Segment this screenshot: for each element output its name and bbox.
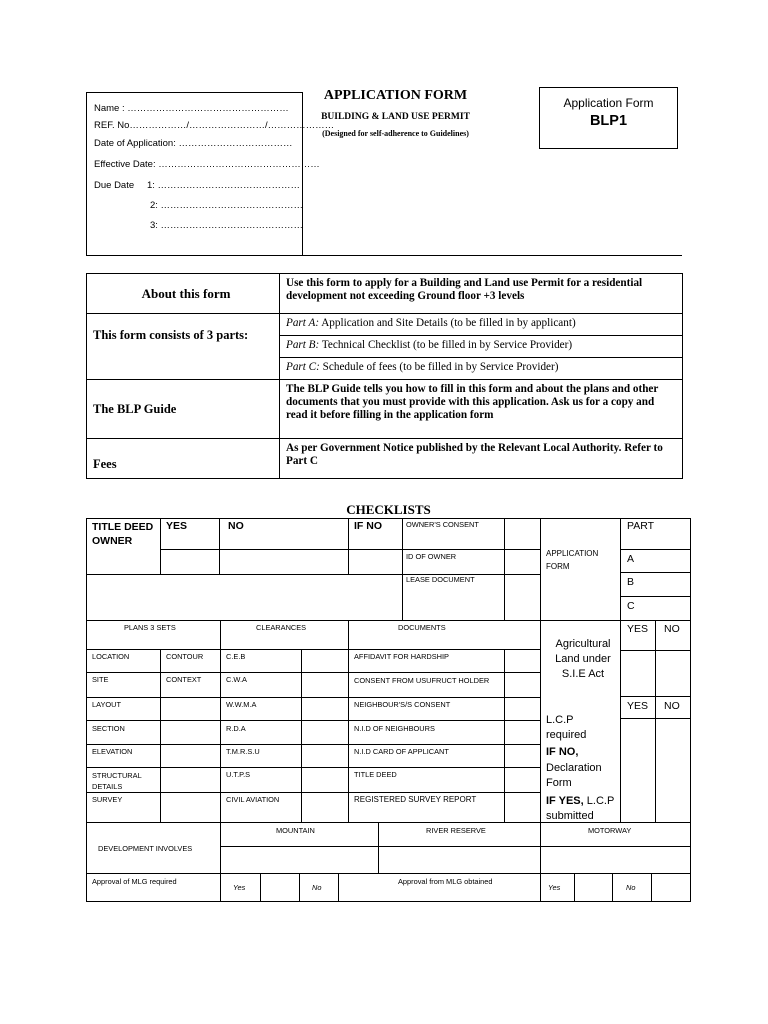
form-note: (Designed for self-adherence to Guidelines) bbox=[322, 129, 469, 138]
blp-guide-text: The BLP Guide tells you how to fill in this form and about the plans and other documents that you must provide with this application. Ask us for a copy and read it before filling in the application form bbox=[280, 380, 683, 439]
nid-neighbours-label: N.I.D OF NEIGHBOURS bbox=[354, 724, 435, 733]
fees-text: As per Government Notice published by the Relevant Local Authority. Refer to Part C bbox=[280, 439, 683, 479]
owners-consent-label: OWNER'S CONSENT bbox=[406, 520, 479, 529]
due-date-1-field[interactable]: 1: ……………………………………… bbox=[147, 180, 301, 191]
contour-label: CONTOUR bbox=[166, 652, 204, 661]
id-of-owner-label: ID OF OWNER bbox=[406, 552, 457, 561]
context-label: CONTEXT bbox=[166, 675, 202, 684]
part-c-label: C bbox=[627, 600, 635, 612]
lcp-required-label: L.C.P required bbox=[546, 714, 587, 741]
motorway-header: MOTORWAY bbox=[588, 826, 632, 835]
part-header: PART bbox=[627, 520, 655, 532]
reference-box bbox=[86, 92, 335, 256]
clearances-header: CLEARANCES bbox=[256, 623, 307, 632]
name-field[interactable]: Name : …………………………………………… bbox=[94, 103, 289, 114]
agricultural-land-label: Agricultural Land under S.I.E Act bbox=[555, 638, 611, 680]
fees-label: Fees bbox=[87, 439, 280, 479]
yes-header-2: YES bbox=[627, 623, 649, 635]
consent-usufruct-label: CONSENT FROM USUFRUCT HOLDER bbox=[354, 676, 490, 685]
wwma-label: W.W.M.A bbox=[226, 700, 257, 709]
no-header: NO bbox=[228, 520, 244, 532]
date-of-application-field[interactable]: Date of Application: ……………………………… bbox=[94, 138, 293, 149]
utps-label: U.T.P.S bbox=[226, 770, 251, 779]
ref-no-field[interactable]: REF. No………………/……………………/………………… bbox=[94, 120, 335, 131]
nid-applicant-label: N.I.D CARD OF APPLICANT bbox=[354, 747, 449, 756]
part-b-label: B bbox=[627, 576, 635, 588]
title-deed-owner-label: TITLE DEED OWNER bbox=[92, 521, 154, 547]
no-header-3: NO bbox=[664, 700, 680, 712]
no-header-2: NO bbox=[664, 623, 680, 635]
about-table bbox=[86, 273, 683, 479]
if-yes-lcp-label: IF YES, L.C.P submitted bbox=[546, 795, 615, 822]
tmrsu-label: T.M.R.S.U bbox=[226, 747, 260, 756]
due-date-3-field[interactable]: 3: ……………………………………… bbox=[150, 220, 304, 231]
cwa-label: C.W.A bbox=[226, 675, 247, 684]
checklists-heading: CHECKLISTS bbox=[346, 502, 431, 517]
yes-header-3: YES bbox=[627, 700, 649, 712]
header-divider bbox=[303, 255, 682, 256]
form-title: APPLICATION FORM bbox=[323, 88, 468, 103]
title-deed-label: TITLE DEED bbox=[354, 770, 397, 779]
structural-details-label: STRUCTURAL DETAILS bbox=[92, 771, 142, 791]
yes-option-2[interactable]: Yes bbox=[548, 883, 561, 892]
rda-label: R.D.A bbox=[226, 724, 246, 733]
elevation-label: ELEVATION bbox=[92, 747, 133, 756]
neighbours-consent-label: NEIGHBOUR'S/S CONSENT bbox=[354, 700, 451, 709]
location-label: LOCATION bbox=[92, 652, 130, 661]
registered-survey-label: REGISTERED SURVEY REPORT bbox=[354, 795, 477, 804]
river-reserve-header: RIVER RESERVE bbox=[426, 826, 486, 835]
lease-document-label: LEASE DOCUMENT bbox=[406, 575, 475, 584]
blp-guide-label: The BLP Guide bbox=[87, 380, 280, 439]
part-b-row: Part B: Technical Checklist (to be filled in by Service Provider) bbox=[280, 336, 683, 358]
no-option-1[interactable]: No bbox=[312, 883, 322, 892]
layout-label: LAYOUT bbox=[92, 700, 122, 709]
development-involves-label: DEVELOPMENT INVOLVES bbox=[98, 844, 193, 853]
yes-header: YES bbox=[166, 520, 188, 532]
section-label: SECTION bbox=[92, 724, 125, 733]
part-c-row: Part C: Schedule of fees (to be filled in by Service Provider) bbox=[280, 358, 683, 380]
application-form-label: APPLICATION FORM bbox=[546, 549, 599, 571]
documents-header: DOCUMENTS bbox=[398, 623, 446, 632]
no-option-2[interactable]: No bbox=[626, 883, 636, 892]
due-date-label: Due Date bbox=[94, 180, 135, 191]
part-a-row: Part A: Application and Site Details (to be filled in by applicant) bbox=[280, 314, 683, 336]
plans-3-sets-header: PLANS 3 SETS bbox=[124, 623, 176, 632]
declaration-form-label: Declaration Form bbox=[546, 762, 602, 789]
form-code-label: Application Form bbox=[563, 96, 654, 110]
due-date-2-field[interactable]: 2: ……………………………………… bbox=[150, 200, 304, 211]
ceb-label: C.E.B bbox=[226, 652, 246, 661]
site-label: SITE bbox=[92, 675, 109, 684]
mountain-header: MOUNTAIN bbox=[276, 826, 315, 835]
affidavit-label: AFFIDAVIT FOR HARDSHIP bbox=[354, 652, 449, 661]
form-subtitle: BUILDING & LAND USE PERMIT bbox=[321, 112, 470, 122]
survey-label: SURVEY bbox=[92, 795, 123, 804]
civil-aviation-label: CIVIL AVIATION bbox=[226, 795, 280, 804]
form-parts-label: This form consists of 3 parts: bbox=[87, 314, 280, 380]
yes-option-1[interactable]: Yes bbox=[233, 883, 246, 892]
about-this-form-label: About this form bbox=[87, 274, 280, 314]
part-a-label: A bbox=[627, 553, 635, 565]
about-this-form-text: Use this form to apply for a Building and Land use Permit for a residential development not exceeding Ground floor +3 levels bbox=[280, 274, 683, 314]
effective-date-field[interactable]: Effective Date: …………………………………………… bbox=[94, 159, 320, 170]
form-code: BLP1 bbox=[589, 113, 628, 129]
if-no-declaration-label: IF NO, bbox=[546, 746, 579, 758]
approval-mlg-required-label: Approval of MLG required bbox=[92, 877, 177, 886]
approval-mlg-obtained-label: Approval from MLG obtained bbox=[398, 877, 493, 886]
form-code-box bbox=[539, 87, 678, 149]
if-no-header: IF NO bbox=[354, 520, 382, 532]
